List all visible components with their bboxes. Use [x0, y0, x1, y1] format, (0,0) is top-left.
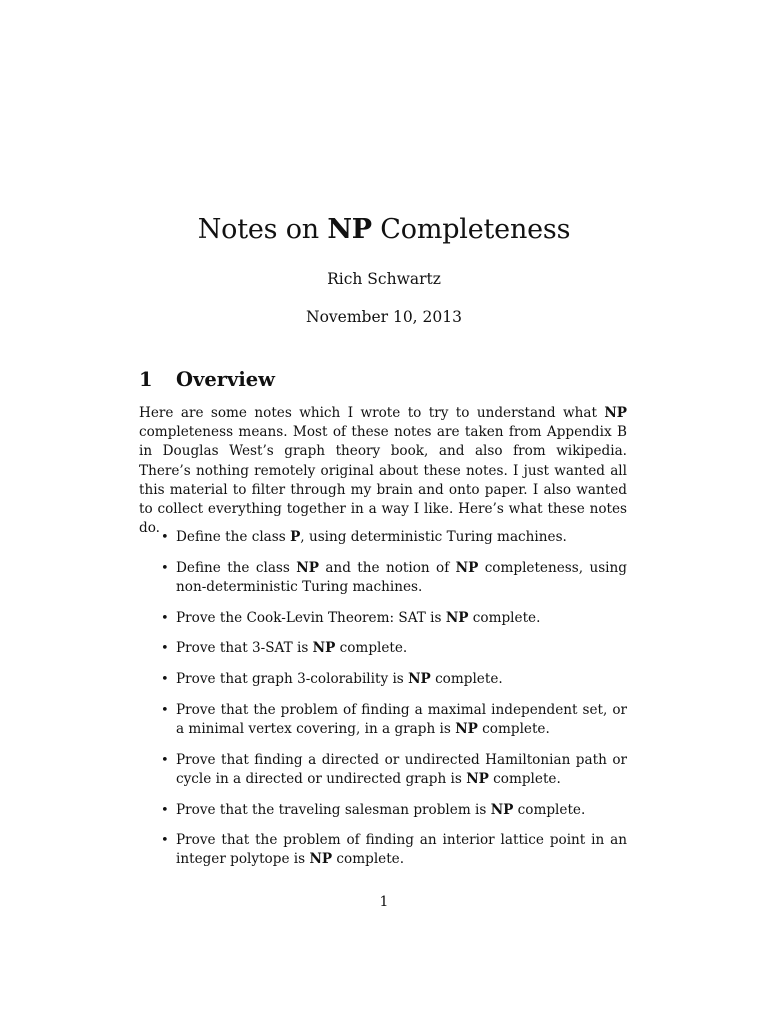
list-item-text: complete. — [488, 770, 561, 787]
list-item — [139, 831, 627, 869]
list-item — [139, 639, 627, 658]
list-item — [139, 528, 627, 547]
bullet-icon: • — [161, 752, 169, 768]
list-item-bold: NP — [309, 851, 333, 868]
paper-title — [0, 212, 768, 248]
list-item — [139, 609, 627, 628]
list-item-text: , using deterministic Turing machines. — [300, 529, 567, 545]
list-item-bold: NP — [455, 720, 478, 737]
list-item-text: complete. — [477, 720, 550, 737]
list-item-bold: NP — [312, 640, 336, 657]
bullet-icon: • — [161, 610, 169, 626]
title-suffix: Completeness — [371, 214, 571, 245]
intro-paragraph — [139, 404, 627, 538]
list-item-text: Prove that graph 3-colorability is — [176, 671, 409, 688]
list-item-bold: NP — [445, 609, 469, 626]
title-prefix: Notes on — [197, 214, 328, 245]
list-item-text: complete. — [468, 609, 541, 626]
list-item-text: and the notion of — [318, 559, 456, 576]
list-item-text: Prove that the traveling salesman problem is — [176, 801, 491, 818]
list-item — [139, 670, 627, 689]
paper-author: Rich Schwartz — [327, 270, 441, 288]
bullet-icon: • — [161, 530, 169, 545]
intro-text-2: completeness means. Most of these notes are taken from Appendix B in Douglas West’s graph theory book, and also from wikipedia. There’s nothing remotely original about these notes. I just wanted all this material to filter through my brain and onto paper. I also wanted to collect everything together in a way I like. Here’s what these notes do. — [139, 424, 627, 537]
list-item-bold: NP — [296, 559, 319, 576]
list-item-text: complete. — [335, 640, 408, 657]
list-item — [139, 801, 627, 820]
list-item-text: completeness, using non-deterministic Turing machines. — [176, 559, 627, 595]
bullet-icon: • — [161, 702, 169, 718]
section-title: Overview — [176, 368, 275, 391]
list-item-text: Define the class — [176, 559, 297, 576]
list-item — [139, 559, 627, 597]
list-item-text: complete. — [430, 671, 503, 688]
bullet-icon: • — [161, 672, 169, 688]
list-item — [139, 701, 627, 739]
section-number: 1 — [139, 368, 153, 391]
list-item-bold: NP — [466, 770, 489, 787]
bullet-icon: • — [161, 833, 169, 849]
paper-date: November 10, 2013 — [306, 308, 462, 326]
bullet-icon: • — [161, 802, 169, 818]
list-item-bold: NP — [455, 559, 479, 576]
bullet-icon: • — [161, 560, 169, 576]
list-item-text: Prove that the problem of finding a maximal independent set, or a minimal vertex covering, in a graph is — [176, 701, 627, 737]
list-item-text: complete. — [332, 851, 405, 868]
intro-text-1: Here are some notes which I wrote to try to understand what — [139, 405, 605, 421]
title-np: NP — [327, 214, 372, 245]
intro-np: NP — [604, 405, 627, 421]
list-item-bold: NP — [408, 671, 431, 688]
section-heading — [139, 366, 275, 394]
list-item-text: Prove that the problem of finding an interior lattice point in an integer polytope is — [176, 832, 627, 868]
page-number: 1 — [379, 894, 389, 910]
list-item-text: Prove the Cook-Levin Theorem: SAT is — [176, 609, 446, 626]
list-item-bold: P — [290, 529, 301, 545]
bullet-list — [139, 528, 627, 881]
list-item-text: Prove that finding a directed or undirected Hamiltonian path or cycle in a directed or undirected graph is — [176, 751, 627, 787]
list-item-text: complete. — [513, 801, 586, 818]
bullet-icon: • — [161, 641, 169, 657]
list-item-text: Define the class — [176, 529, 291, 545]
list-item-bold: NP — [490, 801, 514, 818]
list-item-text: Prove that 3-SAT is — [176, 640, 313, 657]
list-item — [139, 751, 627, 789]
